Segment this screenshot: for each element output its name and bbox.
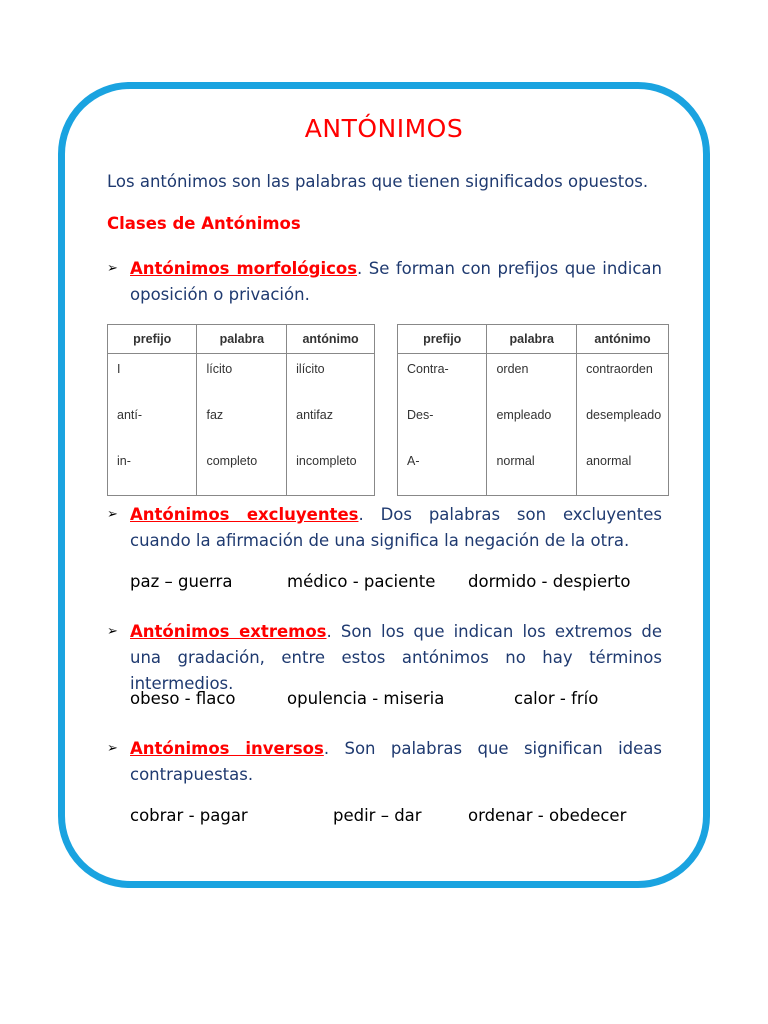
column-header: antónimo — [577, 325, 669, 354]
table-cell: antí- — [108, 400, 197, 446]
section-morfologicos — [107, 256, 662, 308]
column-header: palabra — [487, 325, 577, 354]
table-cell: faz — [197, 400, 287, 446]
arrow-bullet-icon: ➢ — [107, 741, 118, 756]
table-header-row — [108, 325, 375, 354]
table-row — [398, 446, 669, 496]
example-pairs-extremos — [130, 689, 670, 715]
arrow-bullet-icon: ➢ — [107, 624, 118, 639]
table-cell: contraorden — [577, 354, 669, 400]
section-body — [130, 502, 662, 554]
table-cell: ilícito — [287, 354, 375, 400]
antonym-pair: dormido - despierto — [468, 572, 631, 591]
table-cell: anormal — [577, 446, 669, 496]
column-header: antónimo — [287, 325, 375, 354]
example-pairs-excluyentes — [130, 572, 670, 598]
column-header: prefijo — [398, 325, 487, 354]
prefix-table-right — [397, 324, 669, 496]
section-body — [130, 619, 662, 697]
page-title: ANTÓNIMOS — [304, 114, 464, 143]
section-body — [130, 256, 662, 308]
table-cell: lícito — [197, 354, 287, 400]
antonym-pair: cobrar - pagar — [130, 806, 248, 825]
prefix-table-left — [107, 324, 375, 496]
section-body — [130, 736, 662, 788]
section-heading: Clases de Antónimos — [107, 214, 301, 233]
table-row — [108, 446, 375, 496]
table-row — [108, 400, 375, 446]
intro-text: Los antónimos son las palabras que tienen significados opuestos. — [107, 172, 649, 191]
table-cell: I — [108, 354, 197, 400]
table-cell: empleado — [487, 400, 577, 446]
arrow-bullet-icon: ➢ — [107, 507, 118, 522]
table-cell: orden — [487, 354, 577, 400]
table-cell: in- — [108, 446, 197, 496]
section-text: . Son palabras que significan ideas contrapuestas. — [130, 739, 662, 784]
antonym-pair: pedir – dar — [333, 806, 422, 825]
table-cell: normal — [487, 446, 577, 496]
column-header: palabra — [197, 325, 287, 354]
table-cell: desempleado — [577, 400, 669, 446]
antonym-pair: médico - paciente — [287, 572, 436, 591]
arrow-bullet-icon: ➢ — [107, 261, 118, 276]
table-cell: incompleto — [287, 446, 375, 496]
table-cell: A- — [398, 446, 487, 496]
example-pairs-inversos — [130, 806, 670, 832]
table-cell: completo — [197, 446, 287, 496]
antonym-pair: ordenar - obedecer — [468, 806, 627, 825]
section-term: Antónimos excluyentes — [130, 505, 359, 524]
section-text: . Se forman con prefijos que indican oposición o privación. — [130, 259, 662, 304]
antonym-pair: obeso - flaco — [130, 689, 236, 708]
section-term: Antónimos extremos — [130, 622, 327, 641]
table-cell: Des- — [398, 400, 487, 446]
section-excluyentes — [107, 502, 662, 554]
section-text: . Dos palabras son excluyentes cuando la afirmación de una significa la negación de la otra. — [130, 505, 662, 550]
column-header: prefijo — [108, 325, 197, 354]
table-row — [108, 354, 375, 400]
antonym-pair: opulencia - miseria — [287, 689, 445, 708]
section-text: . Son los que indican los extremos de una gradación, entre estos antónimos no hay términos intermedios. — [130, 622, 663, 693]
section-extremos — [107, 619, 662, 697]
section-term: Antónimos morfológicos — [130, 259, 358, 278]
table-cell: antifaz — [287, 400, 375, 446]
table-row — [398, 400, 669, 446]
antonym-pair: paz – guerra — [130, 572, 233, 591]
table-row — [398, 354, 669, 400]
table-header-row — [398, 325, 669, 354]
table-cell: Contra- — [398, 354, 487, 400]
section-term: Antónimos inversos — [130, 739, 324, 758]
section-inversos — [107, 736, 662, 788]
antonym-pair: calor - frío — [514, 689, 599, 708]
